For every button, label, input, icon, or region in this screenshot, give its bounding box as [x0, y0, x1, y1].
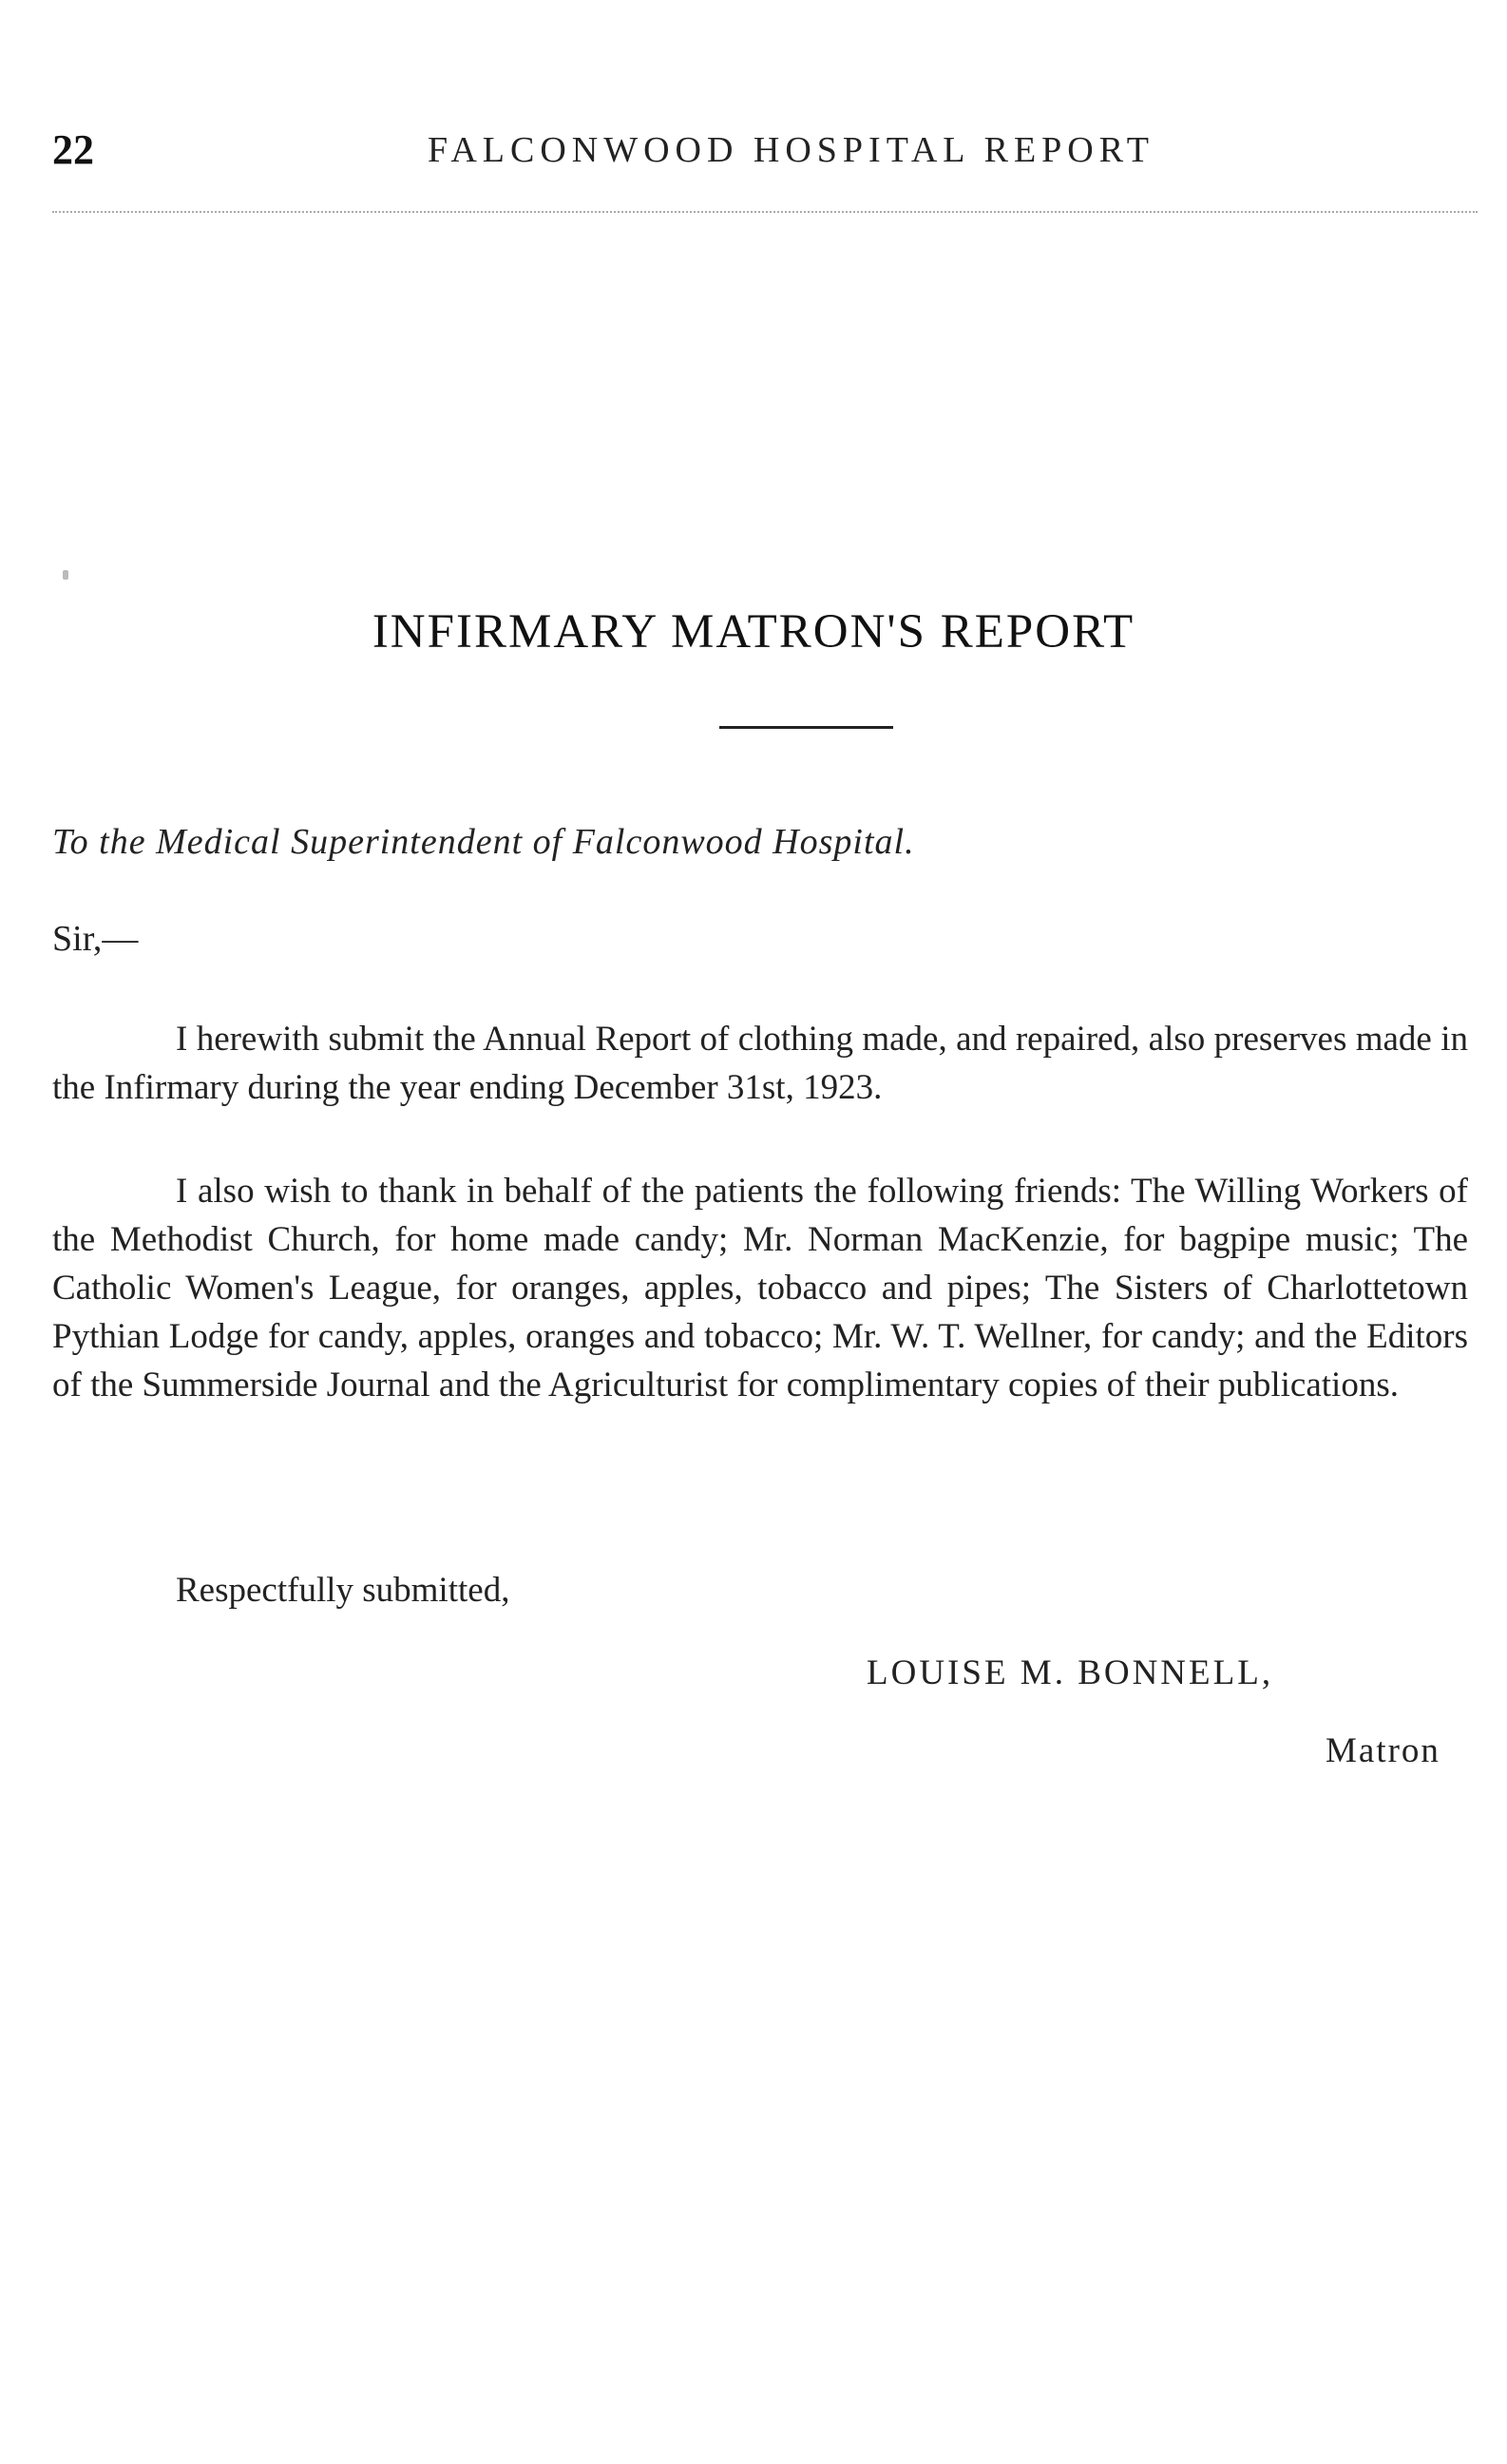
running-title: FALCONWOOD HOSPITAL REPORT	[428, 130, 1155, 170]
signature-name: LOUISE M. BONNELL,	[867, 1653, 1274, 1692]
signature-role: Matron	[1326, 1731, 1440, 1770]
print-speck	[63, 570, 68, 580]
salutation: Sir,—	[52, 919, 139, 959]
running-header	[52, 122, 1468, 179]
closing: Respectfully submitted,	[176, 1571, 510, 1610]
report-title: INFIRMARY MATRON'S REPORT	[372, 605, 1135, 659]
body-paragraph: I also wish to thank in behalf of the patients the following friends: The Willing Workers of the Methodist Church, for home made candy; Mr. Norman MacKenzie, for bagpipe music; The Catholic Women's League, for oranges, apples, tobacco and pipes; The Sisters of Charlottetown Pythian Lodge for candy, apples, oranges and tobacco; Mr. W. T. Wellner, for candy; and the Editors of the Summerside Journal and the Agriculturist for complimentary copies of their publications.	[52, 1172, 1468, 1404]
addressee: To the Medical Superintendent of Falconwood Hospital.	[52, 822, 915, 862]
header-rule	[52, 211, 1478, 213]
title-rule	[719, 726, 893, 729]
page-number: 22	[52, 126, 94, 173]
body-paragraph: I herewith submit the Annual Report of clothing made, and repaired, also preserves made in the Infirmary during the year ending December 31st, 1923.	[52, 1020, 1468, 1107]
